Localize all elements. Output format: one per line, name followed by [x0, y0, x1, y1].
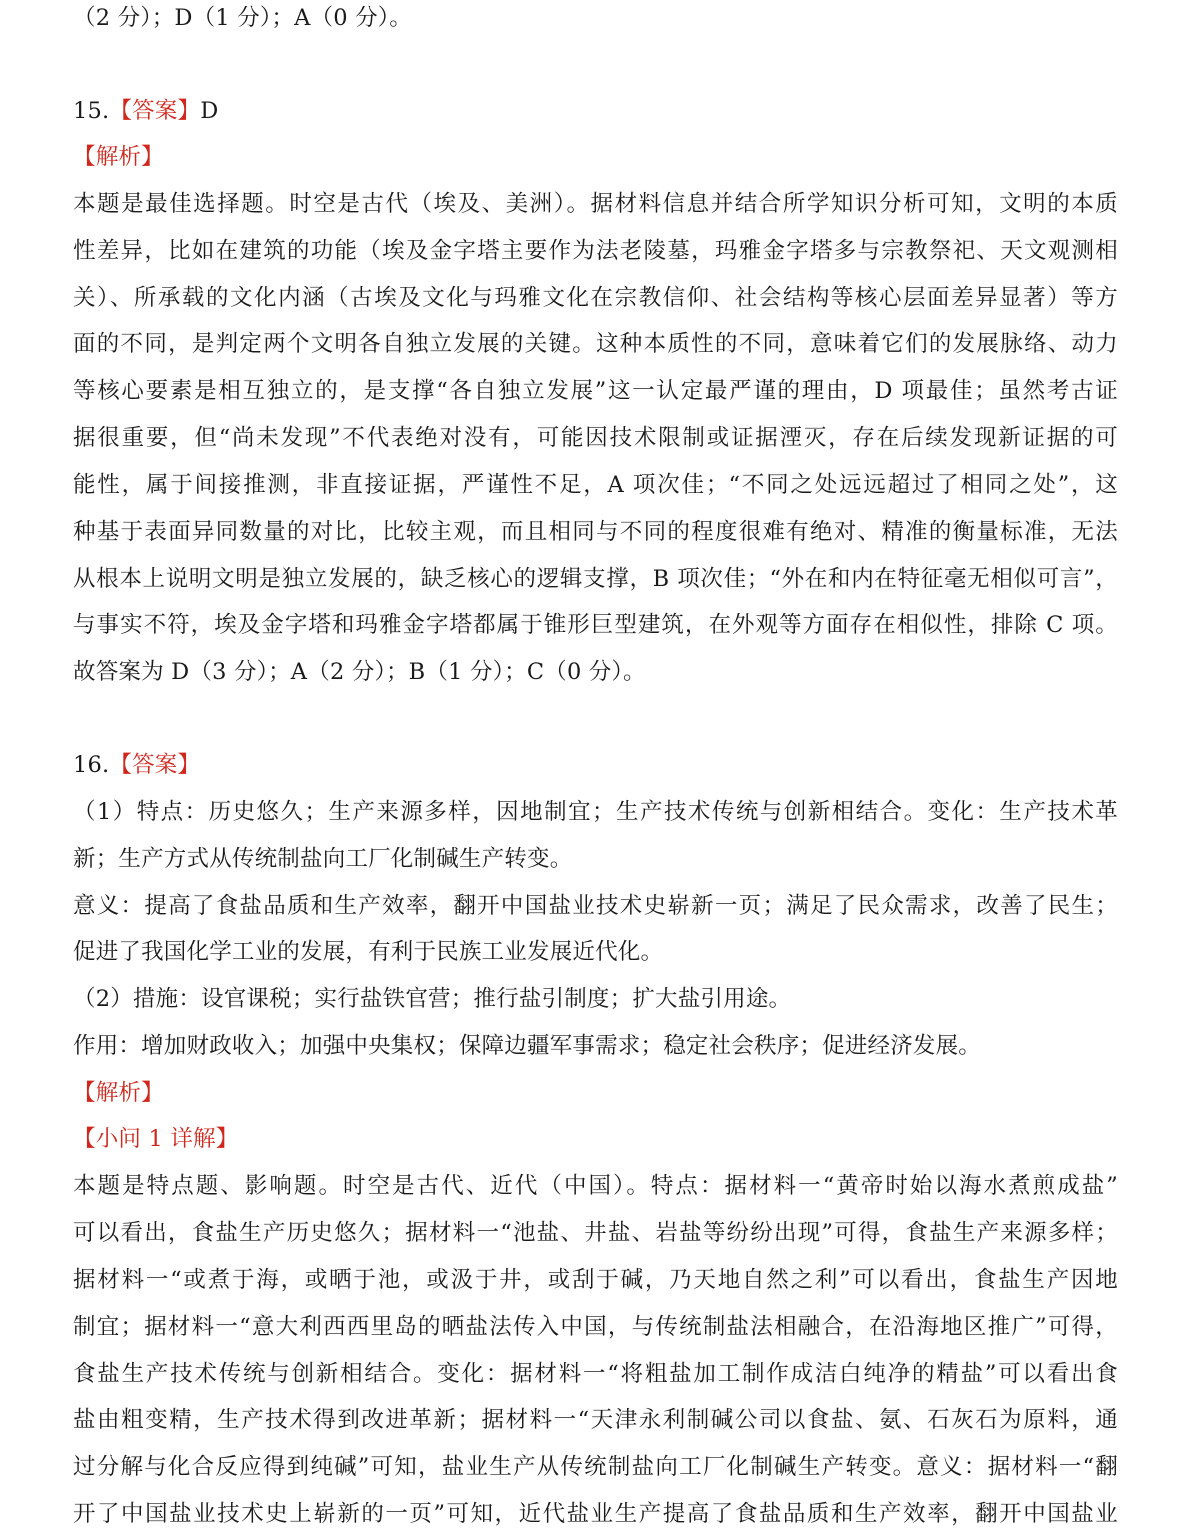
- q15-answer-value: D: [200, 98, 219, 124]
- q15-analysis-tag: 【解析】: [73, 144, 164, 170]
- q16-answer-heading: [73, 750, 1118, 780]
- q15-analysis-line: 本题是最佳选择题。时空是古代（埃及、美洲）。据材料信息并结合所学知识分析可知，文明的本质: [73, 191, 1118, 217]
- q16-analysis-line: 开了中国盐业技术史上崭新的一页”可知，近代盐业生产提高了食盐品质和生产效率，翻开中国盐业: [73, 1501, 1118, 1527]
- q15-analysis-line: 从根本上说明文明是独立发展的，缺乏核心的逻辑支撑，B 项次佳；“外在和内在特征毫无相似可言”，: [73, 566, 1118, 592]
- q15-analysis-line: 关）、所承载的文化内涵（古埃及文化与玛雅文化在宗教信仰、社会结构等核心层面差异显著）等方: [73, 285, 1118, 311]
- q16-number: 16.: [73, 752, 110, 778]
- q16-answer-line: 新；生产方式从传统制盐向工厂化制碱生产转变。: [73, 846, 573, 872]
- q15-analysis-line: 种基于表面异同数量的对比，比较主观，而且相同与不同的程度很难有绝对、精准的衡量标准，无法: [73, 519, 1118, 545]
- q16-analysis-line: 盐由粗变精，生产技术得到改进革新；据材料一“天津永利制碱公司以食盐、氨、石灰石为原料，通: [73, 1407, 1118, 1433]
- q16-analysis-tag: 【解析】: [73, 1080, 164, 1106]
- q15-analysis-line: 面的不同，是判定两个文明各自独立发展的关键。这种本质性的不同，意味着它们的发展脉络、动力: [73, 331, 1118, 357]
- q16-analysis-line: 可以看出，食盐生产历史悠久；据材料一“池盐、井盐、岩盐等纷纷出现”可得，食盐生产来源多样；: [73, 1220, 1118, 1246]
- q15-analysis-line: 据很重要，但“尚未发现”不代表绝对没有，可能因技术限制或证据湮灭，存在后续发现新证据的可: [73, 425, 1118, 451]
- prev-answer-scoring-line: （2 分）；D（1 分）；A（0 分）。: [73, 5, 412, 31]
- q15-analysis-line: 性差异，比如在建筑的功能（埃及金字塔主要作为法老陵墓，玛雅金字塔多与宗教祭祀、天文观测相: [73, 238, 1118, 264]
- q15-analysis-line: 与事实不符，埃及金字塔和玛雅金字塔都属于锥形巨型建筑，在外观等方面存在相似性，排除 C 项。: [73, 612, 1118, 638]
- q15-answer-tag: 【答案】: [109, 98, 201, 124]
- q16-answer-tag: 【答案】: [109, 752, 201, 778]
- q15-number: 15.: [73, 98, 110, 124]
- q16-answer-line: 促进了我国化学工业的发展，有利于民族工业发展近代化。: [73, 939, 664, 965]
- q16-analysis-line: 据材料一“或煮于海，或晒于池，或汲于井，或刮于碱，乃天地自然之利”可以看出，食盐生产因地: [73, 1267, 1118, 1293]
- q15-analysis-line: 能性，属于间接推测，非直接证据，严谨性不足，A 项次佳；“不同之处远远超过了相同之处”，这: [73, 472, 1118, 498]
- q15-analysis-line: 等核心要素是相互独立的，是支撑“各自独立发展”这一认定最严谨的理由，D 项最佳；虽然考古证: [73, 378, 1118, 404]
- q16-answer-line: 作用：增加财政收入；加强中央集权；保障边疆军事需求；稳定社会秩序；促进经济发展。: [73, 1033, 982, 1059]
- q16-analysis-line: 本题是特点题、影响题。时空是古代、近代（中国）。特点：据材料一“黄帝时始以海水煮煎成盐”: [73, 1173, 1118, 1199]
- q16-answer-line: 意义：提高了食盐品质和生产效率，翻开中国盐业技术史崭新一页；满足了民众需求，改善了民生；: [73, 893, 1118, 919]
- q15-scoring-line: 故答案为 D（3 分）；A（2 分）；B（1 分）；C（0 分）。: [73, 659, 646, 685]
- q16-answer-line: （1）特点：历史悠久；生产来源多样，因地制宜；生产技术传统与创新相结合。变化：生产技术革: [73, 799, 1118, 825]
- q16-subquestion1-tag: 【小问 1 详解】: [73, 1126, 239, 1152]
- q16-analysis-line: 制宜；据材料一“意大利西西里岛的晒盐法传入中国，与传统制盐法相融合，在沿海地区推广”可得，: [73, 1314, 1118, 1340]
- q16-analysis-line: 过分解与化合反应得到纯碱”可知，盐业生产从传统制盐向工厂化制碱生产转变。意义：据材料一“翻: [73, 1454, 1118, 1480]
- q16-analysis-line: 食盐生产技术传统与创新相结合。变化：据材料一“将粗盐加工制作成洁白纯净的精盐”可以看出食: [73, 1361, 1118, 1387]
- q15-answer-heading: [73, 96, 1118, 126]
- q16-answer-line: （2）措施：设官课税；实行盐铁官营；推行盐引制度；扩大盐引用途。: [73, 986, 792, 1012]
